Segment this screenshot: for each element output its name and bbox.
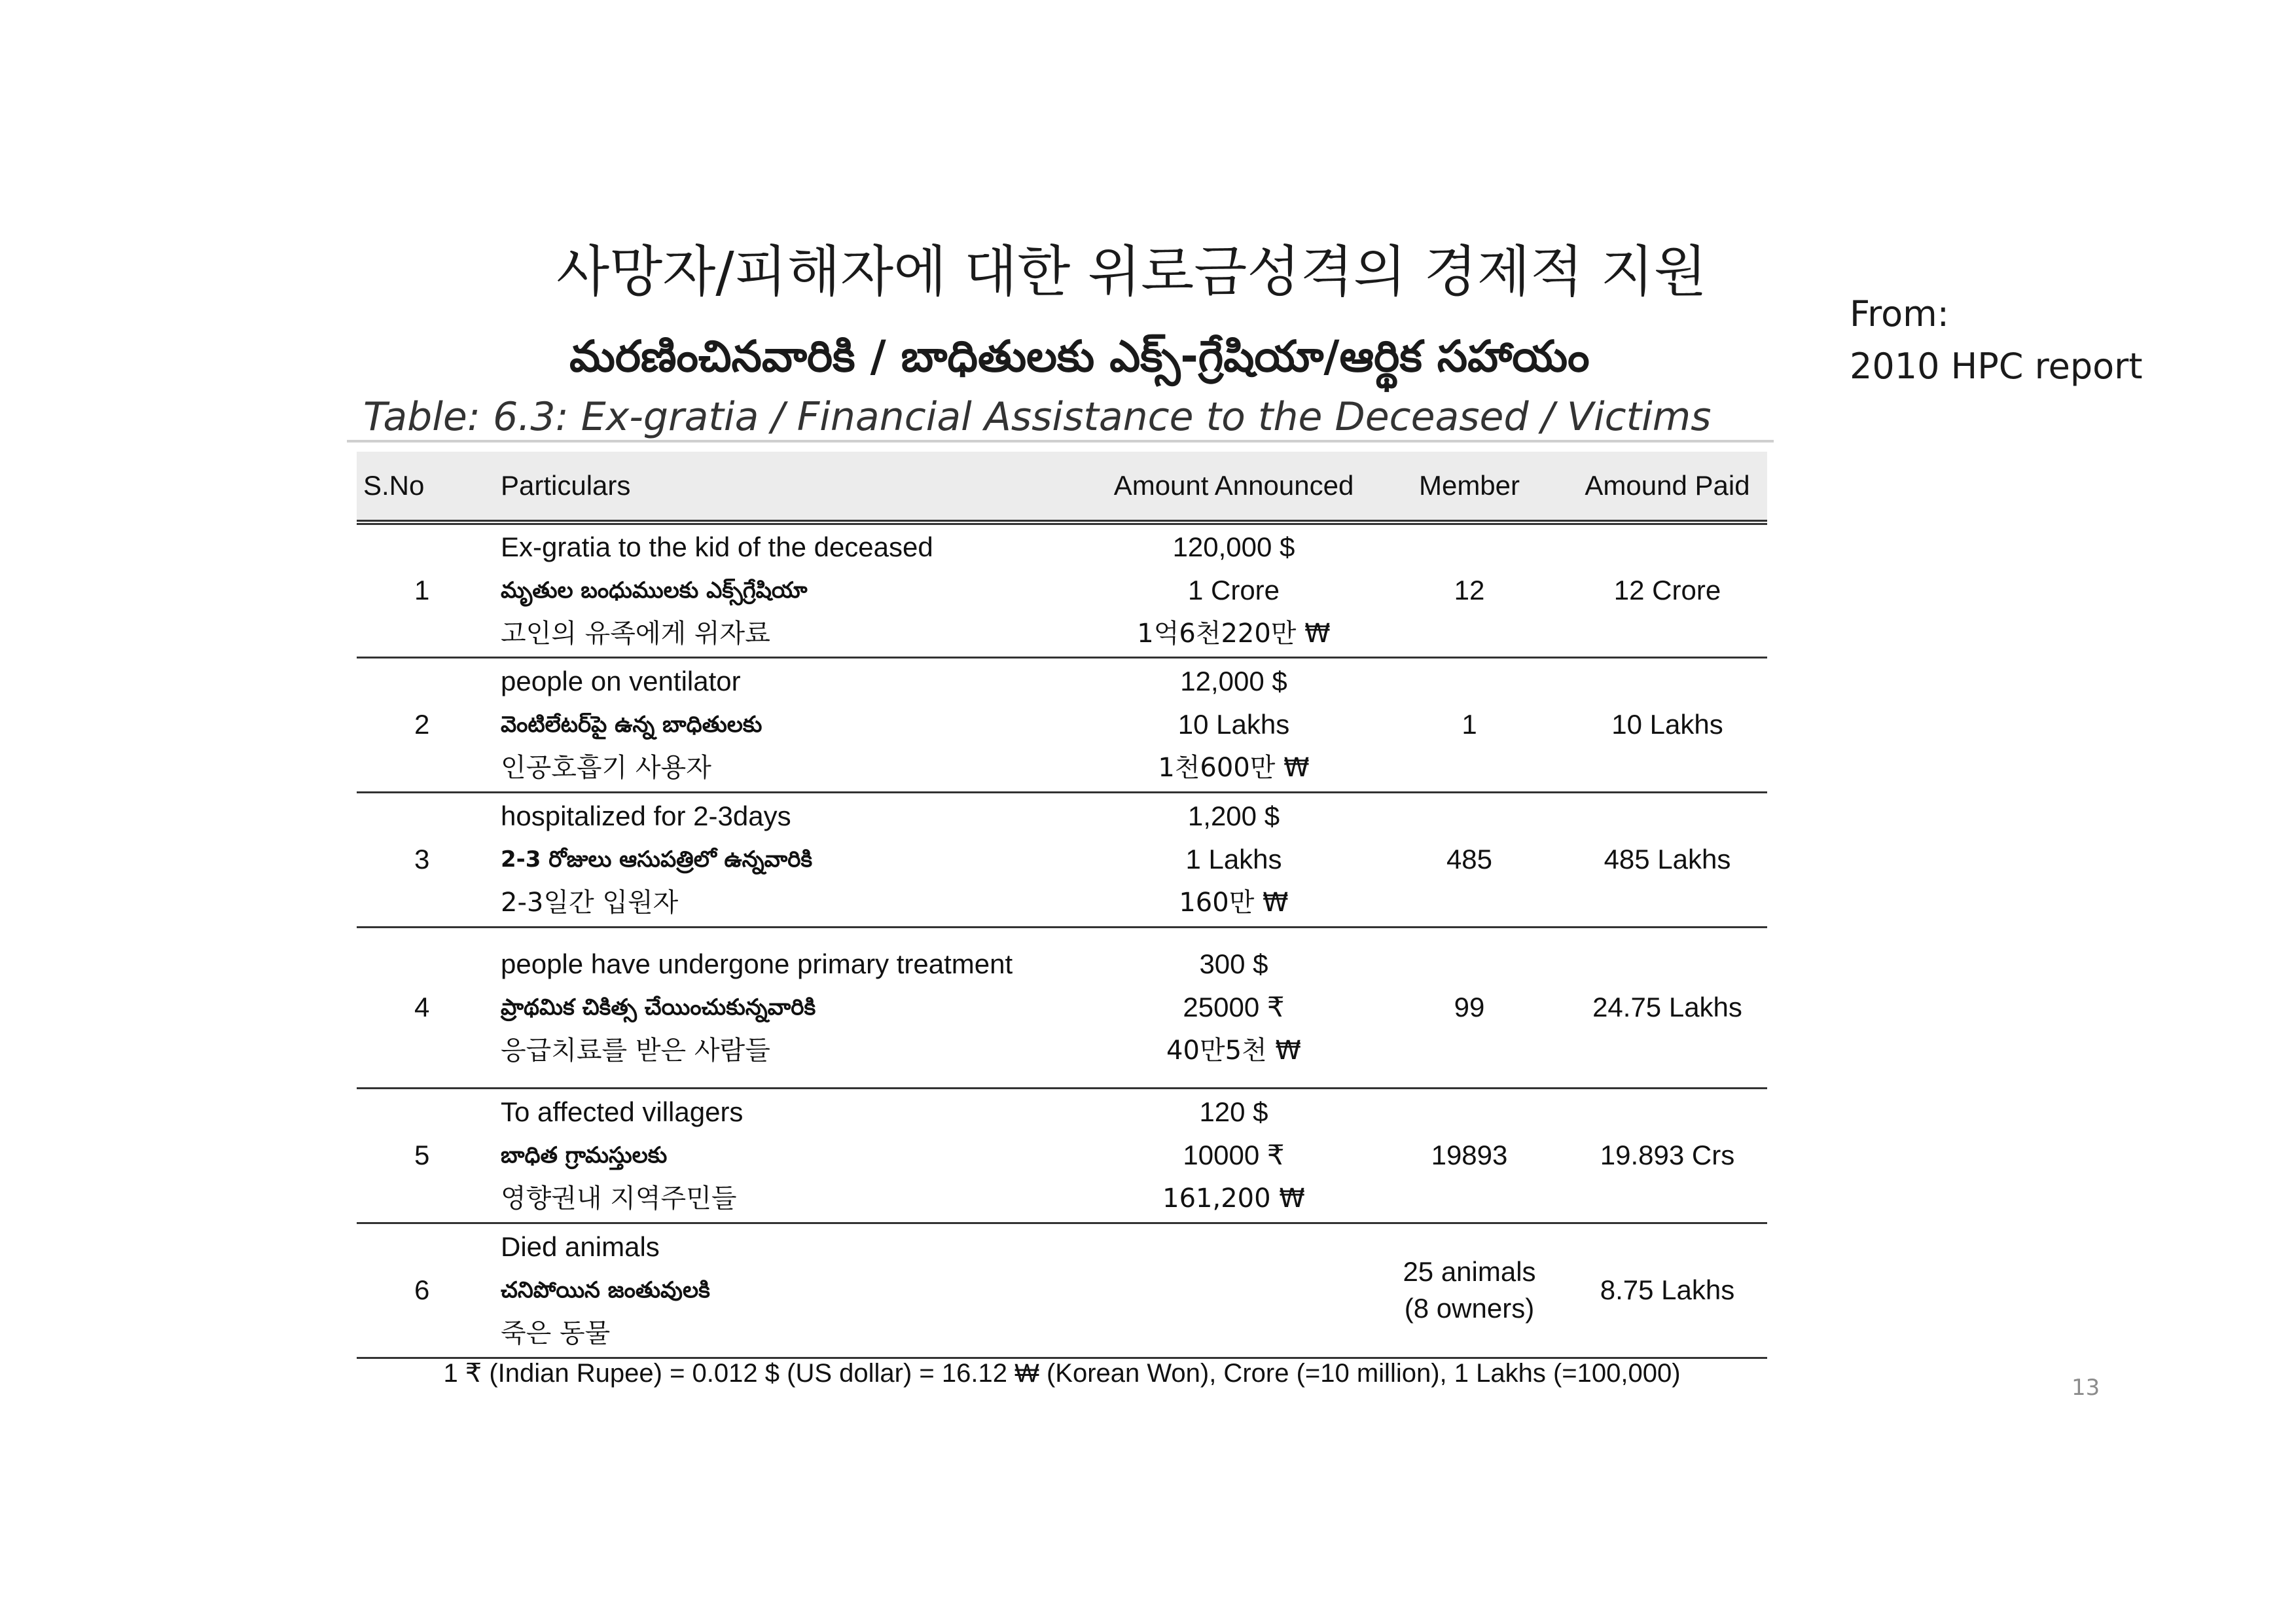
cell-particulars	[494, 927, 1096, 1088]
amount-inr: 10000 ₹	[1183, 1140, 1285, 1170]
cell-particulars	[494, 657, 1096, 792]
cell-particulars	[494, 522, 1096, 657]
cell-sno: 2	[357, 657, 494, 792]
amount-krw: 1억6천220만 ₩	[1137, 619, 1331, 649]
particulars-english: Died animals	[501, 1231, 660, 1262]
amount-krw: 40만5천 ₩	[1166, 1036, 1301, 1066]
particulars-telugu: వెంటిలేటర్‌పై ఉన్న బాధితులకు	[501, 712, 762, 738]
cell-amount-paid: 24.75 Lakhs	[1568, 927, 1767, 1088]
cell-sno: 1	[357, 522, 494, 657]
cell-amount-announced	[1096, 657, 1371, 792]
particulars-english: Ex-gratia to the kid of the deceased	[501, 532, 933, 563]
amount-usd: 1,200 $	[1187, 801, 1280, 831]
particulars-korean: 2-3일간 입원자	[501, 888, 679, 918]
particulars-english: people on ventilator	[501, 666, 741, 696]
assistance-table-container	[357, 452, 1767, 1359]
particulars-korean: 응급치료를 받은 사람들	[501, 1036, 770, 1066]
particulars-telugu: మృతుల బంధుములకు ఎక్స్‌గ్రేషియా	[501, 577, 808, 604]
amount-usd: 12,000 $	[1180, 666, 1287, 696]
particulars-korean: 죽은 동물	[501, 1318, 611, 1348]
amount-inr: 25000 ₹	[1183, 992, 1285, 1022]
page-number: 13	[2072, 1375, 2100, 1401]
member-owners: (8 owners)	[1404, 1293, 1535, 1324]
cell-member: 19893	[1371, 1088, 1568, 1223]
amount-usd: 300 $	[1199, 948, 1268, 979]
cell-member: 1	[1371, 657, 1568, 792]
particulars-telugu: చనిపోయిన జంతువులకి	[501, 1277, 710, 1303]
cell-amount-paid: 19.893 Crs	[1568, 1088, 1767, 1223]
amount-usd: 120,000 $	[1172, 532, 1295, 563]
table-row	[357, 1223, 1767, 1358]
table-caption: Table: 6.3: Ex-gratia / Financial Assistance to the Deceased / Victims	[363, 394, 1712, 440]
particulars-english: people have undergone primary treatment	[501, 948, 1013, 979]
currency-footnote: 1 ₹ (Indian Rupee) = 0.012 $ (US dollar) = 16.12 ₩ (Korean Won), Crore (=10 million), 1 Lakhs (=100,000)	[443, 1359, 1681, 1388]
caption-divider	[347, 440, 1774, 442]
table-row	[357, 1088, 1767, 1223]
cell-amount-announced	[1096, 927, 1371, 1088]
assistance-table	[357, 452, 1767, 1359]
member-animals: 25 animals	[1403, 1256, 1536, 1287]
source-label: From:	[1850, 293, 1949, 334]
amount-krw: 1천600만 ₩	[1158, 753, 1310, 783]
header-amount-paid: Amound Paid	[1568, 452, 1767, 522]
particulars-telugu: బాధిత గ్రామస్తులకు	[501, 1142, 668, 1168]
particulars-korean: 고인의 유족에게 위자료	[501, 619, 770, 649]
cell-amount-announced	[1096, 792, 1371, 927]
cell-member: 485	[1371, 792, 1568, 927]
header-sno: S.No	[357, 452, 494, 522]
cell-amount-announced	[1096, 522, 1371, 657]
cell-amount-paid: 10 Lakhs	[1568, 657, 1767, 792]
cell-member	[1371, 1223, 1568, 1358]
source-note	[1850, 288, 2143, 393]
amount-inr: 1 Crore	[1187, 575, 1280, 606]
table-row	[357, 927, 1767, 1088]
cell-amount-paid: 485 Lakhs	[1568, 792, 1767, 927]
header-particulars: Particulars	[494, 452, 1096, 522]
table-row	[357, 657, 1767, 792]
cell-amount-paid: 12 Crore	[1568, 522, 1767, 657]
table-row	[357, 792, 1767, 927]
amount-krw: 160만 ₩	[1179, 888, 1289, 918]
amount-inr: 10 Lakhs	[1177, 709, 1290, 740]
amount-usd: 120 $	[1199, 1096, 1268, 1127]
header-amount-announced: Amount Announced	[1096, 452, 1371, 522]
particulars-english: To affected villagers	[501, 1096, 744, 1127]
particulars-english: hospitalized for 2-3days	[501, 801, 791, 831]
cell-member: 12	[1371, 522, 1568, 657]
title-korean: 사망자/피해자에 대한 위로금성격의 경제적 지원	[556, 240, 1707, 304]
particulars-korean: 영향권내 지역주민들	[501, 1183, 737, 1214]
cell-sno: 4	[357, 927, 494, 1088]
cell-amount-paid: 8.75 Lakhs	[1568, 1223, 1767, 1358]
amount-krw: 161,200 ₩	[1162, 1183, 1305, 1214]
source-text: 2010 HPC report	[1850, 346, 2143, 387]
particulars-telugu: 2-3 రోజులు ఆసుపత్రిలో ఉన్నవారికి	[501, 846, 813, 873]
cell-particulars	[494, 1088, 1096, 1223]
header-member: Member	[1371, 452, 1568, 522]
amount-inr: 1 Lakhs	[1185, 844, 1282, 875]
cell-amount-announced	[1096, 1088, 1371, 1223]
table-header-row	[357, 452, 1767, 522]
title-telugu: మరణించినవారికి / బాధితులకు ఎక్స్-గ్రేషియా/ఆర్థిక సహాయం	[569, 331, 1590, 382]
particulars-korean: 인공호흡기 사용자	[501, 753, 711, 783]
cell-sno: 3	[357, 792, 494, 927]
cell-particulars	[494, 1223, 1096, 1358]
cell-sno: 6	[357, 1223, 494, 1358]
cell-particulars	[494, 792, 1096, 927]
particulars-telugu: ప్రాథమిక చికిత్స చేయించుకున్నవారికి	[501, 994, 816, 1020]
cell-amount-announced-empty	[1096, 1223, 1371, 1358]
table-row	[357, 522, 1767, 657]
cell-member: 99	[1371, 927, 1568, 1088]
cell-sno: 5	[357, 1088, 494, 1223]
